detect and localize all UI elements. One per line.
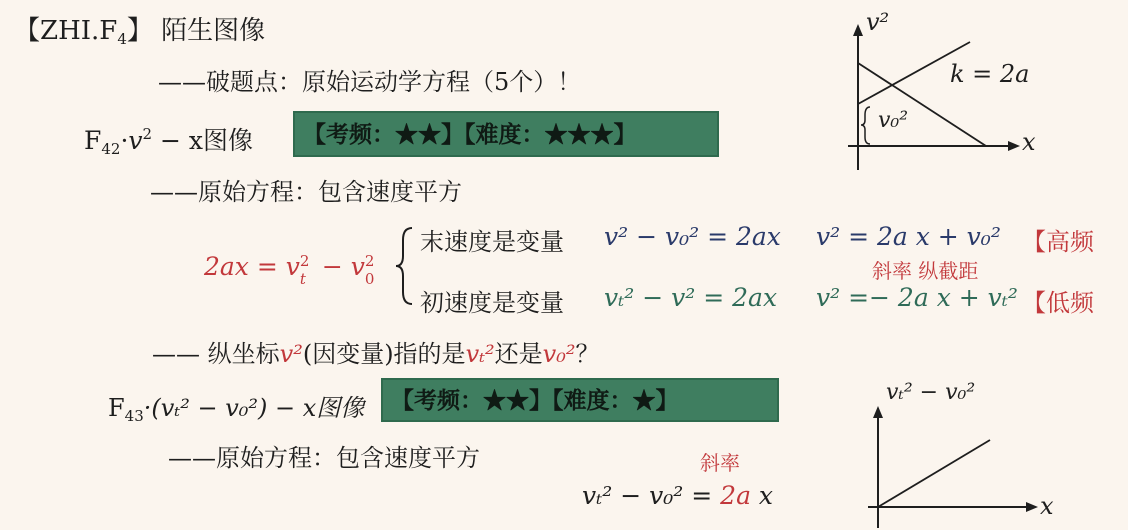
f43-eq-x: x	[750, 481, 774, 510]
graph1-y-label: v²	[866, 8, 890, 36]
section-header	[14, 10, 265, 48]
question-v2: v²	[279, 340, 303, 368]
f42-left-eq-0: 0	[364, 270, 375, 288]
case1-notes: 斜率 纵截距	[872, 259, 979, 283]
f43-badge	[381, 378, 779, 422]
f42-badge	[293, 111, 719, 157]
f43-label: F	[108, 394, 125, 422]
f43-slope-note: 斜率	[700, 451, 740, 475]
f42-graph-sq: 2	[142, 125, 153, 143]
f43-badge-text: 【考频：★★】【难度：★】	[391, 387, 679, 414]
f43-title	[108, 388, 364, 425]
graph2	[860, 396, 1060, 530]
f42-graph-v: v	[128, 126, 143, 155]
f42-label: F	[84, 126, 102, 155]
question-prefix: —— 纵坐标	[152, 340, 280, 368]
graph2-x-label: x	[1040, 492, 1054, 520]
f43-method: ——原始方程：包含速度平方	[168, 444, 480, 472]
case2-equation: vₜ² − v² = 2ax	[604, 283, 778, 312]
section-tag-sub: 4	[117, 30, 127, 48]
question-v02: v₀²	[542, 340, 576, 368]
section-title: 陌生图像	[161, 16, 266, 46]
graph2-y-label: vₜ² − v₀²	[886, 380, 976, 405]
f42-graph-tail: − x图像	[152, 126, 254, 155]
question-mid: (因变量)指的是	[302, 340, 466, 368]
graph1-x-label: x	[1022, 128, 1036, 156]
question-suffix: ？	[575, 340, 600, 368]
graph2-line	[878, 440, 990, 507]
f42-left-eq-a: 2ax = v	[204, 252, 300, 281]
graph1-intercept-brace	[861, 107, 870, 144]
case1-freq: 【高频	[1022, 228, 1094, 256]
case1-label: 末速度是变量	[420, 228, 564, 256]
f42-left-eq-mid: − v	[313, 252, 365, 281]
section-tag: 【ZHI.F	[14, 16, 118, 46]
question-line	[152, 334, 599, 369]
graph1-k-label: k = 2a	[950, 60, 1030, 88]
graph2-x-arrow	[1026, 502, 1038, 512]
f42-left-equation: 2ax = v 2 t − v 2 0	[204, 252, 375, 288]
f43-eq-right: 2a	[720, 481, 751, 510]
f42-badge-text: 【考频：★★】【难度：★★★】	[303, 121, 637, 148]
question-mid2: 还是	[494, 340, 543, 368]
f43-equation	[582, 481, 773, 510]
f43-eq-left: vₜ² − v₀² =	[582, 481, 721, 510]
graph1-y-arrow	[853, 24, 863, 36]
case1-form: v² = 2a x + v₀²	[816, 222, 1001, 251]
question-vt2: vₜ²	[465, 340, 495, 368]
f43-label-sub: 43	[124, 407, 144, 425]
f42-title	[84, 121, 253, 158]
breakpoint-line: ——破题点：原始运动学方程（5个）！	[158, 68, 582, 96]
f43-label-rest: ·(vₜ² − v₀²) − x图像	[143, 394, 365, 422]
f42-label-sub: 42	[101, 140, 121, 158]
graph1-intercept-label: v₀²	[878, 108, 909, 133]
graph1-x-arrow	[1008, 141, 1020, 151]
graph2-y-arrow	[873, 406, 883, 418]
f42-label-dot: ·	[120, 126, 129, 155]
case2-freq: 【低频	[1022, 289, 1094, 317]
case-brace	[394, 226, 416, 306]
case1-equation: v² − v₀² = 2ax	[604, 222, 781, 251]
case2-label: 初速度是变量	[420, 289, 564, 317]
f42-method: ——原始方程：包含速度平方	[150, 178, 462, 206]
f42-left-eq-t: t	[299, 270, 306, 288]
case2-form: v² =− 2a x + vₜ²	[816, 283, 1018, 312]
section-tag-close: 】	[126, 16, 153, 46]
